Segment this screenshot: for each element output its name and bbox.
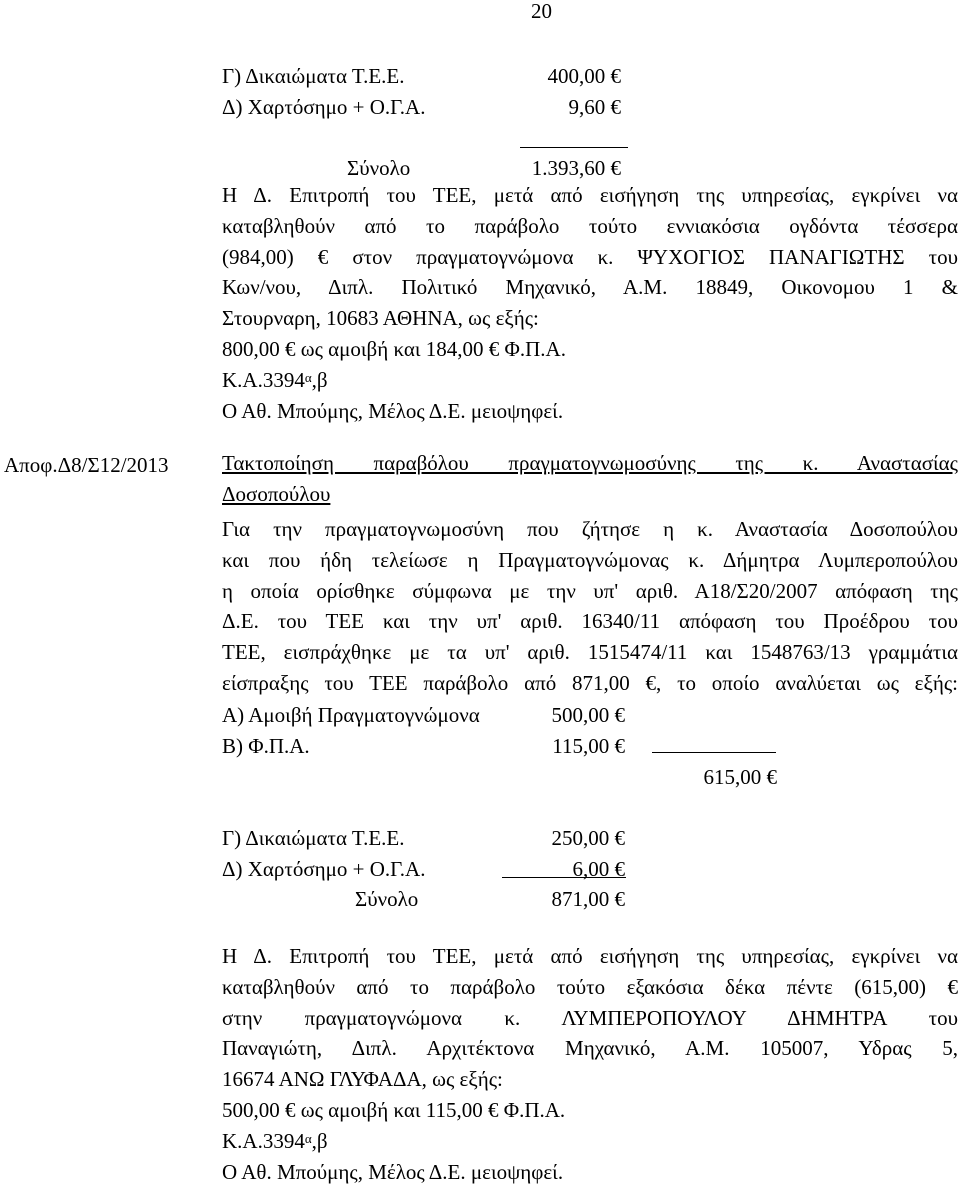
total-amount: 1.393,60 € — [531, 156, 621, 180]
paragraph-line: καταβληθούν από το παράβολο τούτο εξακόσια δέκα πέντε (615,00) € — [222, 974, 958, 999]
fee-label-c: Γ) Δικαιώματα Τ.Ε.Ε. — [222, 64, 405, 88]
fee-label-d: Δ) Χαρτόσημο + Ο.Γ.Α. — [222, 95, 426, 119]
paragraph-line: Για την πραγματογνωμοσύνη που ζήτησε η κ. Αναστασία Δοσοπούλου — [222, 517, 958, 541]
abstention-note: Ο Αθ. Μπούμης, Μέλος Δ.Ε. μειοψηφεί. — [222, 1159, 564, 1184]
paragraph-line: 16674 ΑΝΩ ΓΛΥΦΑΔΑ, ως εξής: — [222, 1067, 503, 1092]
paragraph-line: Δ.Ε. του ΤΕΕ και την υπ' αριθ. 16340/11 απόφαση του Προέδρου του — [222, 609, 958, 634]
approval-paragraph-1 — [222, 180, 958, 426]
total-label: Σύνολο — [347, 156, 411, 180]
decision-title-line-2: Δοσοπούλου — [222, 481, 331, 506]
paragraph-line: Κων/νου, Διπλ. Πολιτικό Μηχανικό, Α.Μ. 18849, Οικονομου 1 & — [222, 275, 958, 300]
ka-line — [222, 1126, 958, 1157]
paragraph-line: 800,00 € ως αμοιβή και 184,00 € Φ.Π.Α. — [222, 336, 566, 361]
paragraph-line: Η Δ. Επιτροπή του ΤΕΕ, μετά από εισήγηση της υπηρεσίας, εγκρίνει να — [222, 944, 958, 968]
fee-amount-d: 9,60 € — [568, 95, 621, 119]
total-label-2: Σύνολο — [355, 887, 419, 911]
total-amount-2: 871,00 € — [551, 887, 625, 911]
fee-label-d2: Δ) Χαρτόσημο + Ο.Γ.Α. — [222, 857, 426, 881]
decision-title-line: Τακτοποίηση παραβόλου πραγματογνωμοσύνης της κ. Αναστασίας — [222, 451, 958, 475]
decision-title — [222, 448, 958, 510]
decision-number: Αποφ.Δ8/Σ12/2013 — [4, 453, 169, 477]
paragraph-line: Η Δ. Επιτροπή του ΤΕΕ, μετά από εισήγηση της υπηρεσίας, εγκρίνει να — [222, 183, 958, 207]
decision-title-line — [222, 479, 958, 510]
page-number: 20 — [531, 0, 552, 23]
ka-code: Κ.Α.3394 — [222, 367, 305, 392]
ka-code: Κ.Α.3394 — [222, 1128, 305, 1153]
paragraph-line: 500,00 € ως αμοιβή και 115,00 € Φ.Π.Α. — [222, 1097, 566, 1122]
paragraph-line: ΤΕΕ, εισπράχθηκε με τα υπ' αριθ. 1515474/11 και 1548763/13 γραμμάτια — [222, 640, 958, 665]
sum-rule — [520, 147, 628, 148]
paragraph-line: στην πραγματογνώμονα κ. ΛΥΜΠΕΡΟΠΟΥΛΟΥ ΔΗΜΗΤΡΑ του — [222, 1005, 958, 1030]
fee-amount-b: 115,00 € — [552, 734, 625, 758]
paragraph-line: καταβληθούν από το παράβολο τούτο εννιακόσια ογδόντα τέσσερα — [222, 213, 958, 238]
sum-rule-2 — [502, 877, 626, 878]
decision-body — [222, 514, 958, 699]
paragraph-line: η οποία ορίσθηκε σύμφωνα με την υπ' αριθ. Α18/Σ20/2007 απόφαση της — [222, 578, 958, 603]
abstention-note: Ο Αθ. Μπούμης, Μέλος Δ.Ε. μειοψηφεί. — [222, 398, 564, 423]
approval-paragraph-2 — [222, 941, 958, 1187]
ka-line — [222, 365, 958, 396]
paragraph-line: Παναγιώτη, Διπλ. Αρχιτέκτονα Μηχανικό, Α.Μ. 105007, Υδρας 5, — [222, 1036, 958, 1061]
fee-amount-c2: 250,00 € — [551, 826, 625, 850]
ka-superscript: α — [304, 369, 312, 385]
paragraph-line: είσπραξης του ΤΕΕ παράβολο από 871,00 €, το οποίο αναλύεται ως εξής: — [222, 670, 958, 695]
fee-amount-c: 400,00 € — [547, 64, 621, 88]
fee-label-a: Α) Αμοιβή Πραγματογνώμονα — [222, 703, 480, 727]
paragraph-line: (984,00) € στον πραγματογνώμονα κ. ΨΥΧΟΓΙΟΣ ΠΑΝΑΓΙΩΤΗΣ του — [222, 244, 958, 269]
fee-amount-d2: 6,00 € — [572, 857, 625, 881]
ka-suffix: ,β — [311, 1128, 328, 1153]
paragraph-line: και που ήδη τελείωσε η Πραγματογνώμονας κ. Δήμητρα Λυμπεροπούλου — [222, 547, 958, 572]
fee-label-c2: Γ) Δικαιώματα Τ.Ε.Ε. — [222, 826, 405, 850]
fee-label-b: Β) Φ.Π.Α. — [222, 734, 310, 758]
fee-amount-a: 500,00 € — [551, 703, 625, 727]
ka-suffix: ,β — [311, 367, 328, 392]
subtotal-amount: 615,00 € — [703, 765, 777, 789]
paragraph-line: Στουρναρη, 10683 ΑΘΗΝΑ, ως εξής: — [222, 306, 539, 331]
ka-superscript: α — [304, 1130, 312, 1146]
subtotal-rule — [652, 752, 776, 753]
